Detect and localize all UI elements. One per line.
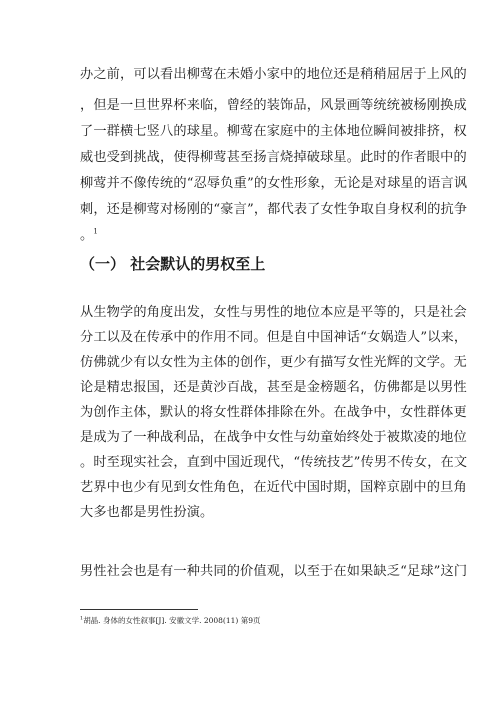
paragraph-line-text: 。 xyxy=(80,228,94,243)
paragraph-line: 是成为了一种战利品，在战争中女性与幼童始终处于被欺凌的地位 xyxy=(80,430,467,445)
paragraph-line: 威也受到挑战，使得柳莺甚至扬言烧掉破球星。此时的作者眼中的 xyxy=(80,150,467,165)
paragraph-line-last xyxy=(80,228,422,244)
paragraph-line: 分工以及在传承中的作用不同。但是自中国神话“女娲造人”以来， xyxy=(80,330,468,345)
footnote-divider xyxy=(80,609,198,610)
paragraph-line: 仿佛就少有以女性为主体的创作，更少有描写女性光辉的文学。无 xyxy=(80,355,467,370)
paragraph-line: 办之前，可以看出柳莺在未婚小家中的地位还是稍稍屈居于上风的 xyxy=(80,67,467,82)
footnote-text: 胡晶. 身体的女性叙事[J]. 安徽文学. 2008(11) 第9页 xyxy=(83,616,261,625)
paragraph-line: 了一群横七竖八的球星。柳莺在家庭中的主体地位瞬间被排挤，权 xyxy=(80,124,467,139)
section-heading: （一） 社会默认的男权至上 xyxy=(80,255,266,273)
paragraph-line: 为创作主体，默认的将女性群体排除在外。在战争中，女性群体更 xyxy=(80,405,467,420)
paragraph-line: 大多也都是男性扮演。 xyxy=(80,505,214,520)
paragraph-line: 从生物学的角度出发，女性与男性的地位本应是平等的，只是社会 xyxy=(80,305,467,320)
paragraph-line: 艺界中也少有见到女性角色，在近代中国时期，国粹京剧中的旦角 xyxy=(80,480,467,495)
paragraph-line: ，但是一旦世界杯来临，曾经的装饰品，风景画等统统被杨刚换成 xyxy=(80,98,467,113)
paragraph-line: 刺，还是柳莺对杨刚的“豪言”，都代表了女性争取自身权利的抗争 xyxy=(80,202,468,217)
footnote-mark: 1 xyxy=(80,615,84,622)
footnote xyxy=(80,616,261,626)
paragraph-line: 论是精忠报国，还是黄沙百战，甚至是金榜题名，仿佛都是以男性 xyxy=(80,380,467,395)
paragraph-line: 柳莺并不像传统的“忍辱负重”的女性形象，无论是对球星的语言讽 xyxy=(80,176,468,191)
paragraph-line: 男性社会也是有一种共同的价值观，以至于在如果缺乏“足球”这门 xyxy=(80,564,468,579)
footnote-reference[interactable]: 1 xyxy=(93,227,98,236)
paragraph-line: 。时至现实社会，直到中国近现代，“传统技艺”传男不传女，在文 xyxy=(80,455,468,470)
